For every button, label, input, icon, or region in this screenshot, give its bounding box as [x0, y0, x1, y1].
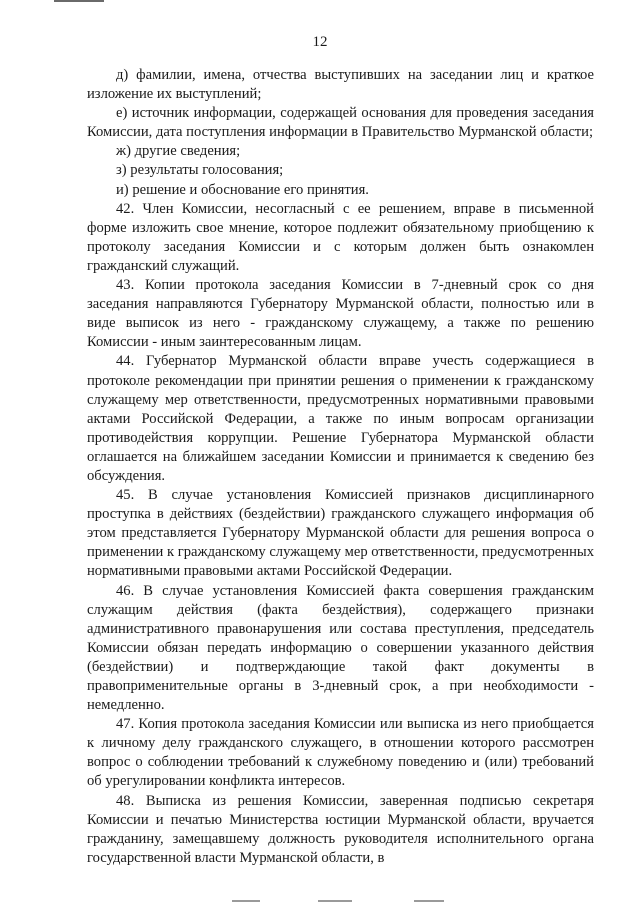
scan-mark — [232, 900, 260, 902]
paragraph-43: 43. Копии протокола заседания Комиссии в 7-дневный срок со дня заседания направляются Губернатору Мурманской области, полностью или в виде выписок из него - гражданскому служащему, а также по решению Комиссии - иным заинтересованным лицам. — [87, 277, 594, 351]
list-item-d: д) фамилии, имена, отчества выступивших на заседании лиц и краткое изложение их выступлений; — [87, 67, 594, 103]
paragraph-46: 46. В случае установления Комиссией факта совершения гражданским служащим действия (факта бездействия), содержащего признаки административного правонарушения или состава преступления, председатель Комиссии обязан передать информацию о совершении указанного действия (бездействии) и подтверждающие такой факт документы в правоприменительные органы в 3-дневный срок, а при необходимости - немедленно. — [87, 582, 594, 714]
list-item-zh: ж) другие сведения; — [116, 143, 241, 160]
list-item-e: е) источник информации, содержащей основания для проведения заседания Комиссии, дата поступления информации в Правительство Мурманской области; — [87, 105, 594, 141]
scan-mark — [318, 900, 352, 902]
paragraph-44: 44. Губернатор Мурманской области вправе учесть содержащиеся в протоколе рекомендации при принятии решения о применении к гражданскому служащему мер ответственности, предусмотренных нормативными правовыми актами Российской Федерации, а также по иным вопросам организации противодействия коррупции. Решение Губернатора Мурманской области оглашается на ближайшем заседании Комиссии и принимается к сведению без обсуждения. — [87, 353, 594, 484]
list-item-z: з) результаты голосования; — [116, 162, 284, 179]
paragraph-45: 45. В случае установления Комиссией признаков дисциплинарного проступка в действиях (бездействии) гражданского служащего информация об этом представляется Губернатору Мурманской области для решения вопроса о применении к гражданскому служащему мер ответственности, предусмотренных нормативными правовыми актами Российской Федерации. — [87, 487, 594, 580]
document-body — [87, 66, 594, 868]
list-item-i: и) решение и обоснование его принятия. — [116, 181, 369, 198]
scan-mark — [414, 900, 444, 902]
paragraph-48: 48. Выписка из решения Комиссии, заверенная подписью секретаря Комиссии и печатью Министерства юстиции Мурманской области, вручается гражданину, замещавшему должность руководителя исполнительного органа государственной власти Мурманской области, в — [87, 792, 594, 866]
page-number: 12 — [312, 34, 328, 50]
top-edge-line — [54, 0, 104, 2]
paragraph-47: 47. Копия протокола заседания Комиссии или выписка из него приобщается к личному делу гражданского служащего, в отношении которого рассмотрен вопрос о соблюдении требований к служебному поведению и (или) требований об урегулировании конфликта интересов. — [87, 716, 594, 790]
paragraph-42: 42. Член Комиссии, несогласный с ее решением, вправе в письменной форме изложить свое мнение, которое подлежит обязательному приобщению к протоколу заседания Комиссии и с которым должен быть ознакомлен гражданский служащий. — [87, 200, 594, 274]
